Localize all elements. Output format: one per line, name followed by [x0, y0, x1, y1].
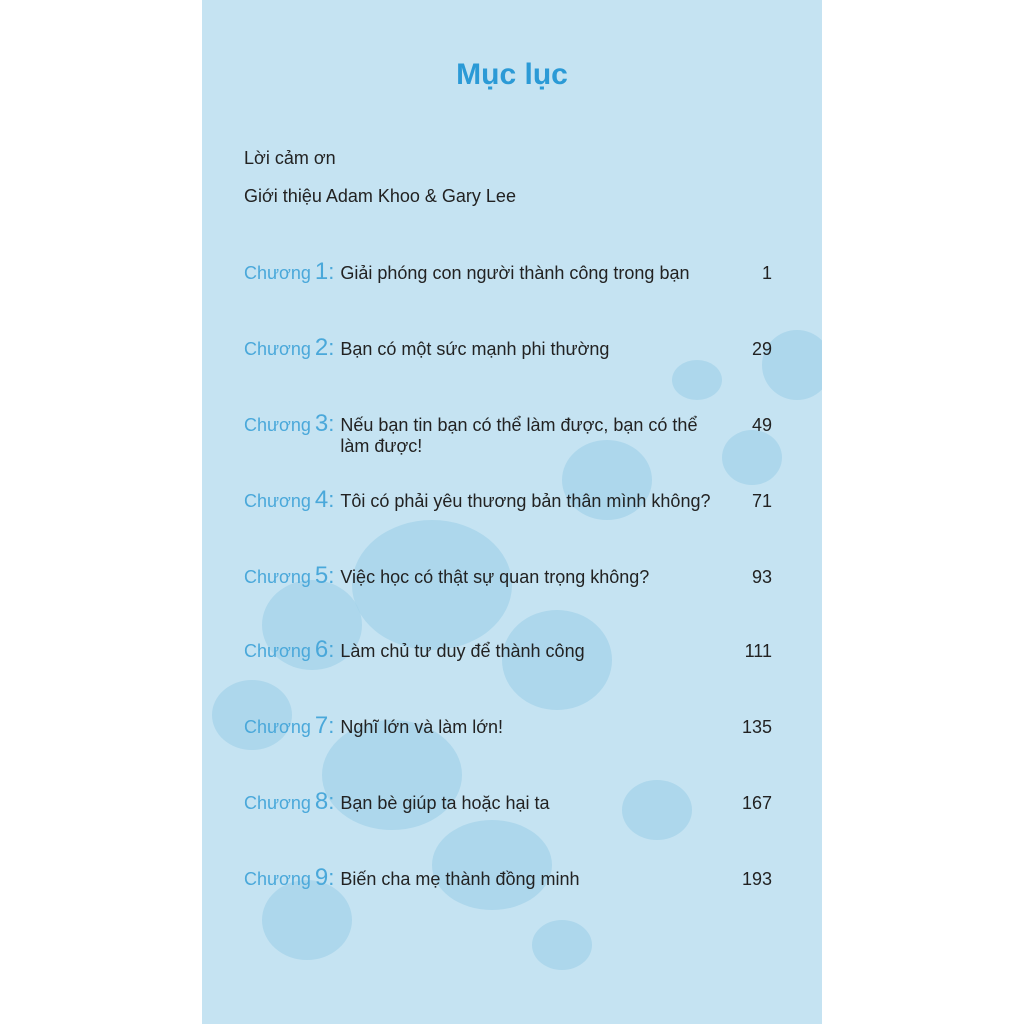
chapter-title: Làm chủ tư duy để thành công [340, 641, 585, 661]
chapter-title: Nghĩ lớn và làm lớn! [340, 717, 504, 737]
chapter-title: Bạn bè giúp ta hoặc hại ta [340, 793, 550, 813]
chapter-number: 8 [314, 788, 329, 815]
chapter-page-number: 29 [751, 339, 772, 359]
chapter-colon: : [328, 335, 335, 360]
chapter-title: Việc học có thật sự quan trọng không? [340, 567, 650, 587]
chapter-number: 4 [314, 486, 329, 513]
chapter-colon: : [328, 637, 335, 662]
chapter-word: Chương [244, 717, 311, 737]
chapter-colon: : [328, 563, 335, 588]
chapter-colon: : [328, 259, 335, 284]
toc-row [244, 410, 772, 456]
chapter-word: Chương [244, 641, 311, 661]
chapter-number: 5 [314, 562, 329, 589]
chapter-word: Chương [244, 339, 311, 359]
book-page [202, 0, 822, 1024]
toc-row [244, 334, 772, 364]
chapter-colon: : [328, 411, 335, 436]
chapter-number: 6 [314, 636, 329, 663]
chapter-title: Tôi có phải yêu thương bản thân mình không? [340, 491, 711, 511]
chapter-page-number: 135 [741, 717, 772, 737]
chapter-word: Chương [244, 869, 311, 889]
chapter-page-number: 111 [744, 641, 772, 661]
toc-row [244, 788, 772, 818]
ink-splatter [532, 920, 592, 970]
chapter-number: 7 [314, 712, 329, 739]
toc-row [244, 258, 772, 288]
chapter-page-number: 167 [741, 793, 772, 813]
toc-row [244, 712, 772, 742]
chapter-title: Biến cha mẹ thành đồng minh [340, 869, 580, 889]
chapter-page-number: 49 [751, 415, 772, 435]
front-matter-introduction: Giới thiệu Adam Khoo & Gary Lee [244, 186, 516, 206]
chapter-colon: : [328, 487, 335, 512]
chapter-word: Chương [244, 415, 311, 435]
chapter-title: Giải phóng con người thành công trong bạn [340, 263, 690, 283]
chapter-word: Chương [244, 567, 311, 587]
chapter-word: Chương [244, 263, 311, 283]
chapter-page-number: 1 [761, 263, 772, 283]
toc-row [244, 486, 772, 516]
chapter-number: 1 [314, 258, 329, 285]
chapter-word: Chương [244, 793, 311, 813]
toc-row [244, 636, 772, 666]
ink-splatter [672, 360, 722, 400]
chapter-colon: : [328, 713, 335, 738]
chapter-title: Nếu bạn tin bạn có thể làm được, bạn có thể làm được! [340, 415, 698, 456]
chapter-page-number: 193 [741, 869, 772, 889]
toc-row [244, 562, 772, 592]
chapter-page-number: 93 [751, 567, 772, 587]
chapter-colon: : [328, 865, 335, 890]
toc-row [244, 864, 772, 894]
chapter-number: 9 [314, 864, 329, 891]
chapter-colon: : [328, 789, 335, 814]
chapter-number: 2 [314, 334, 329, 361]
chapter-title: Bạn có một sức mạnh phi thường [340, 339, 610, 359]
chapter-number: 3 [314, 410, 329, 437]
page-title: Mục lục [456, 58, 568, 91]
chapter-word: Chương [244, 491, 311, 511]
chapter-page-number: 71 [751, 491, 772, 511]
front-matter-acknowledgements: Lời cảm ơn [244, 148, 336, 168]
